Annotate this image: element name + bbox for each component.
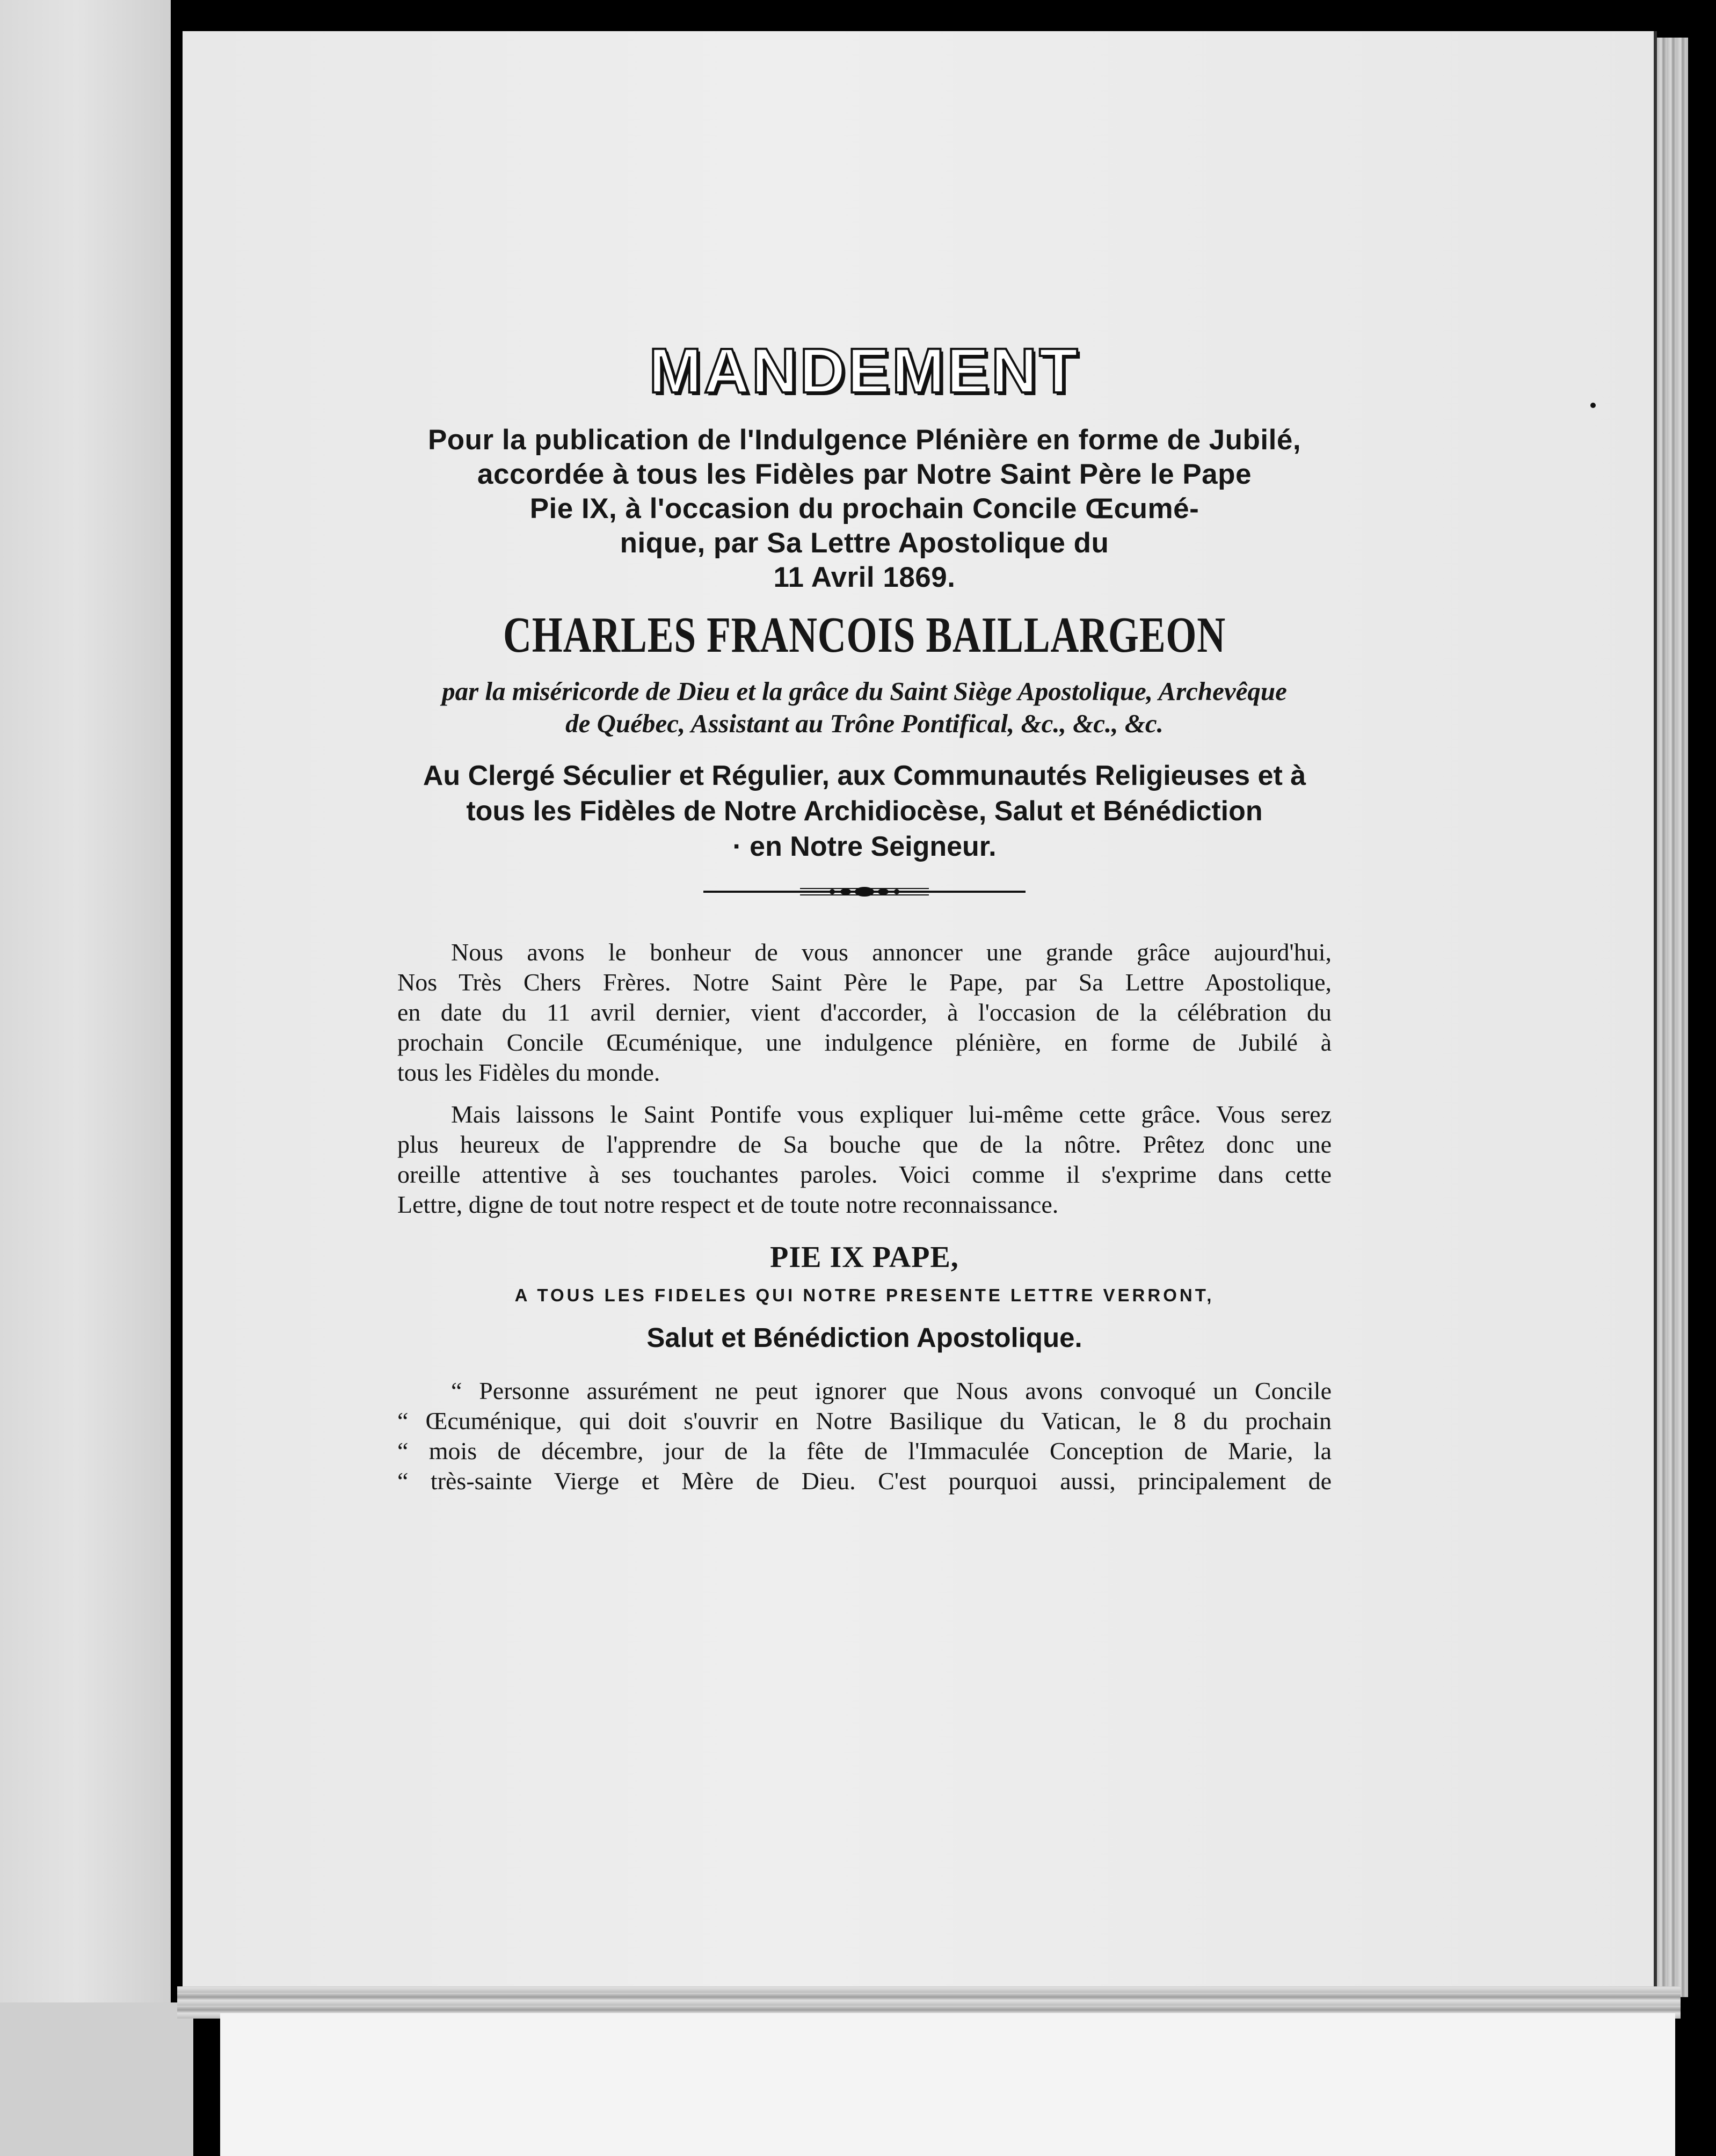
speck: [1590, 403, 1596, 408]
paragraph-line: plus heureux de l'apprendre de Sa bouche que de la nôtre. Prêtez donc une: [397, 1130, 1332, 1158]
bishop-titles-line: de Québec, Assistant au Trône Pontifical, &c., &c., &c.: [565, 708, 1164, 738]
quote-line: “ Œcuménique, qui doit s'ouvrir en Notre Basilique du Vatican, le 8 du prochain: [397, 1407, 1332, 1434]
papal-quote: [397, 1376, 1332, 1496]
address-line: · en Notre Seigneur.: [732, 831, 997, 862]
bishop-titles-line: par la miséricorde de Dieu et la grâce du Saint Siège Apostolique, Archevêque: [442, 676, 1287, 706]
page-stack-edge-right: [1657, 38, 1688, 1997]
purpose-heading: [397, 423, 1332, 595]
address-heading: [397, 758, 1332, 864]
address-line: Au Clergé Séculier et Régulier, aux Communautés Religieuses et à: [423, 760, 1306, 791]
paragraph-line: Nos Très Chers Frères. Notre Saint Père le Pape, par Sa Lettre Apostolique,: [397, 968, 1332, 996]
paragraph-line: tous les Fidèles du monde.: [397, 1058, 660, 1086]
purpose-line: nique, par Sa Lettre Apostolique du: [620, 527, 1109, 559]
purpose-line: accordée à tous les Fidèles par Notre Saint Père le Pape: [477, 458, 1252, 490]
purpose-line: Pour la publication de l'Indulgence Plénière en forme de Jubilé,: [427, 424, 1301, 456]
purpose-line: 11 Avril 1869.: [773, 561, 956, 593]
purpose-line: Pie IX, à l'occasion du prochain Concile Œcumé-: [529, 492, 1199, 525]
paragraph-line: Lettre, digne de tout notre respect et de toute notre reconnaissance.: [397, 1190, 1059, 1218]
salutation-heading: Salut et Bénédiction Apostolique.: [646, 1322, 1082, 1353]
recipients-heading: A TOUS LES FIDELES QUI NOTRE PRESENTE LETTRE VERRONT,: [514, 1285, 1215, 1305]
scan-margin-strip: [220, 2013, 1675, 2156]
paragraph-line: oreille attentive à ses touchantes paroles. Voici comme il s'exprime dans cette: [397, 1160, 1332, 1188]
paragraph-line: Mais laissons le Saint Pontife vous expliquer lui-même cette grâce. Vous serez: [451, 1100, 1332, 1128]
bishop-titles: [397, 675, 1332, 740]
address-line: tous les Fidèles de Notre Archidiocèse, Salut et Bénédiction: [466, 795, 1263, 827]
facing-page-left: [0, 0, 171, 2156]
ornamental-divider: [703, 884, 1026, 900]
facing-page-bottom: [0, 2002, 193, 2156]
paragraph-introduction: [397, 1099, 1332, 1220]
paragraph-line: prochain Concile Œcuménique, une indulgence plénière, en forme de Jubilé à: [397, 1028, 1332, 1056]
document-title: MANDEMENT: [649, 336, 1080, 406]
quote-line: “ Personne assurément ne peut ignorer que Nous avons convoqué un Concile: [451, 1376, 1332, 1404]
bishop-name: CHARLES FRANCOIS BAILLARGEON: [503, 607, 1226, 663]
paragraph-announcement: [397, 937, 1332, 1088]
pope-heading: PIE IX PAPE,: [770, 1240, 959, 1274]
quote-line: “ mois de décembre, jour de la fête de l'Immaculée Conception de Marie, la: [397, 1437, 1332, 1465]
document-content: [397, 338, 1332, 1496]
quote-line: “ très-sainte Vierge et Mère de Dieu. C'est pourquoi aussi, principalement de: [397, 1467, 1332, 1495]
paragraph-line: en date du 11 avril dernier, vient d'accorder, à l'occasion de la célébration du: [397, 998, 1332, 1026]
paragraph-line: Nous avons le bonheur de vous annoncer une grande grâce aujourd'hui,: [451, 938, 1332, 966]
page-gutter: [171, 0, 183, 2156]
